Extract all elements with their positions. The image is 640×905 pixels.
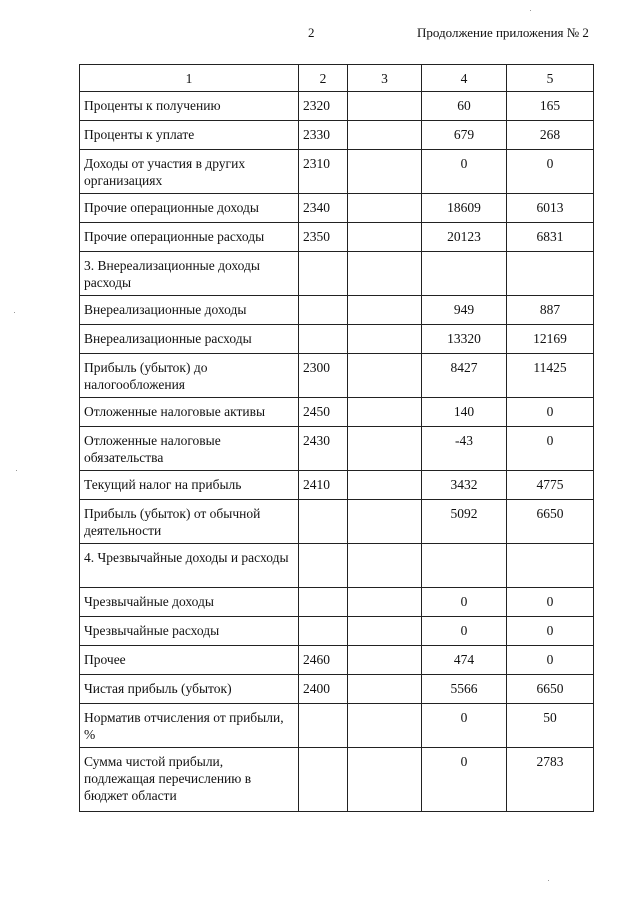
table-row	[80, 121, 594, 150]
row-label: Проценты к получению	[80, 92, 299, 121]
cell-col3	[348, 500, 422, 544]
row-code: 2300	[299, 354, 348, 398]
row-label: Сумма чистой прибыли, подлежащая перечислению в бюджет области	[80, 748, 299, 812]
table-row	[80, 471, 594, 500]
column-header-2: 2	[299, 65, 348, 92]
row-code	[299, 325, 348, 354]
cell-col5: 0	[507, 398, 594, 427]
table-row	[80, 398, 594, 427]
cell-col5: 165	[507, 92, 594, 121]
row-label: Чрезвычайные расходы	[80, 617, 299, 646]
row-code: 2400	[299, 675, 348, 704]
cell-col3	[348, 223, 422, 252]
row-label: Внереализационные доходы	[80, 296, 299, 325]
table-row	[80, 252, 594, 296]
cell-col4: 5566	[422, 675, 507, 704]
cell-col4: 679	[422, 121, 507, 150]
table-row	[80, 223, 594, 252]
row-label: Отложенные налоговые активы	[80, 398, 299, 427]
column-header-1: 1	[80, 65, 299, 92]
cell-col4: -43	[422, 427, 507, 471]
table-row	[80, 646, 594, 675]
cell-col5: 887	[507, 296, 594, 325]
cell-col4: 0	[422, 617, 507, 646]
table-row	[80, 704, 594, 748]
table-row	[80, 92, 594, 121]
column-header-4: 4	[422, 65, 507, 92]
row-code	[299, 748, 348, 812]
cell-col4: 0	[422, 748, 507, 812]
row-label: Чистая прибыль (убыток)	[80, 675, 299, 704]
row-label: Прибыль (убыток) от обычной деятельности	[80, 500, 299, 544]
cell-col5: 268	[507, 121, 594, 150]
cell-col4: 0	[422, 588, 507, 617]
row-code	[299, 704, 348, 748]
row-code: 2340	[299, 194, 348, 223]
scan-speck	[548, 880, 549, 881]
cell-col4: 3432	[422, 471, 507, 500]
row-code: 2320	[299, 92, 348, 121]
row-code	[299, 296, 348, 325]
table-row	[80, 500, 594, 544]
page-number: 2	[308, 25, 315, 40]
cell-col3	[348, 544, 422, 588]
cell-col5: 4775	[507, 471, 594, 500]
scan-speck	[16, 470, 17, 471]
cell-col5: 6650	[507, 675, 594, 704]
appendix-continuation-note: Продолжение приложения № 2	[417, 25, 589, 40]
financial-results-table	[79, 64, 594, 812]
table-row	[80, 588, 594, 617]
cell-col5: 6013	[507, 194, 594, 223]
cell-col4: 0	[422, 704, 507, 748]
cell-col5: 0	[507, 617, 594, 646]
row-code: 2330	[299, 121, 348, 150]
cell-col4: 13320	[422, 325, 507, 354]
row-code	[299, 544, 348, 588]
row-label: 3. Внереализационные доходы расходы	[80, 252, 299, 296]
table-row	[80, 150, 594, 194]
cell-col5	[507, 252, 594, 296]
row-code: 2460	[299, 646, 348, 675]
row-label: Текущий налог на прибыль	[80, 471, 299, 500]
cell-col5: 12169	[507, 325, 594, 354]
cell-col3	[348, 748, 422, 812]
row-label: Чрезвычайные доходы	[80, 588, 299, 617]
cell-col4: 20123	[422, 223, 507, 252]
cell-col3	[348, 427, 422, 471]
cell-col3	[348, 92, 422, 121]
table-row	[80, 354, 594, 398]
row-label: Прочие операционные доходы	[80, 194, 299, 223]
table-body	[80, 92, 594, 812]
table-row	[80, 617, 594, 646]
cell-col3	[348, 675, 422, 704]
cell-col3	[348, 617, 422, 646]
cell-col3	[348, 588, 422, 617]
row-label: Отложенные налоговые обязательства	[80, 427, 299, 471]
row-label: Внереализационные расходы	[80, 325, 299, 354]
cell-col5: 0	[507, 646, 594, 675]
table-row	[80, 544, 594, 588]
row-code	[299, 588, 348, 617]
cell-col5: 0	[507, 150, 594, 194]
cell-col5: 50	[507, 704, 594, 748]
row-label: Проценты к уплате	[80, 121, 299, 150]
cell-col4: 18609	[422, 194, 507, 223]
cell-col4	[422, 544, 507, 588]
row-code	[299, 500, 348, 544]
row-code: 2410	[299, 471, 348, 500]
cell-col5	[507, 544, 594, 588]
column-header-5: 5	[507, 65, 594, 92]
row-label: Норматив отчисления от прибыли, %	[80, 704, 299, 748]
table-row	[80, 194, 594, 223]
table-row	[80, 427, 594, 471]
row-code	[299, 252, 348, 296]
row-label: Прочие операционные расходы	[80, 223, 299, 252]
cell-col4: 474	[422, 646, 507, 675]
table-row	[80, 748, 594, 812]
row-code	[299, 617, 348, 646]
cell-col3	[348, 646, 422, 675]
cell-col4: 8427	[422, 354, 507, 398]
cell-col3	[348, 252, 422, 296]
cell-col5: 6831	[507, 223, 594, 252]
cell-col5: 11425	[507, 354, 594, 398]
row-label: 4. Чрезвычайные доходы и расходы	[80, 544, 299, 588]
cell-col4: 949	[422, 296, 507, 325]
table-header-row	[80, 65, 594, 92]
row-label: Прочее	[80, 646, 299, 675]
cell-col3	[348, 398, 422, 427]
table-row	[80, 675, 594, 704]
cell-col5: 6650	[507, 500, 594, 544]
table-row	[80, 325, 594, 354]
row-code: 2450	[299, 398, 348, 427]
cell-col3	[348, 150, 422, 194]
row-code: 2430	[299, 427, 348, 471]
row-code: 2350	[299, 223, 348, 252]
cell-col3	[348, 194, 422, 223]
cell-col4: 0	[422, 150, 507, 194]
cell-col3	[348, 471, 422, 500]
cell-col3	[348, 121, 422, 150]
row-code: 2310	[299, 150, 348, 194]
table-row	[80, 296, 594, 325]
cell-col5: 2783	[507, 748, 594, 812]
cell-col4: 60	[422, 92, 507, 121]
cell-col3	[348, 325, 422, 354]
row-label: Доходы от участия в других организациях	[80, 150, 299, 194]
cell-col5: 0	[507, 427, 594, 471]
cell-col4	[422, 252, 507, 296]
row-label: Прибыль (убыток) до налогообложения	[80, 354, 299, 398]
column-header-3: 3	[348, 65, 422, 92]
cell-col3	[348, 354, 422, 398]
cell-col4: 5092	[422, 500, 507, 544]
scan-speck	[14, 312, 15, 313]
cell-col4: 140	[422, 398, 507, 427]
cell-col3	[348, 704, 422, 748]
scan-speck	[530, 10, 531, 11]
cell-col3	[348, 296, 422, 325]
cell-col5: 0	[507, 588, 594, 617]
